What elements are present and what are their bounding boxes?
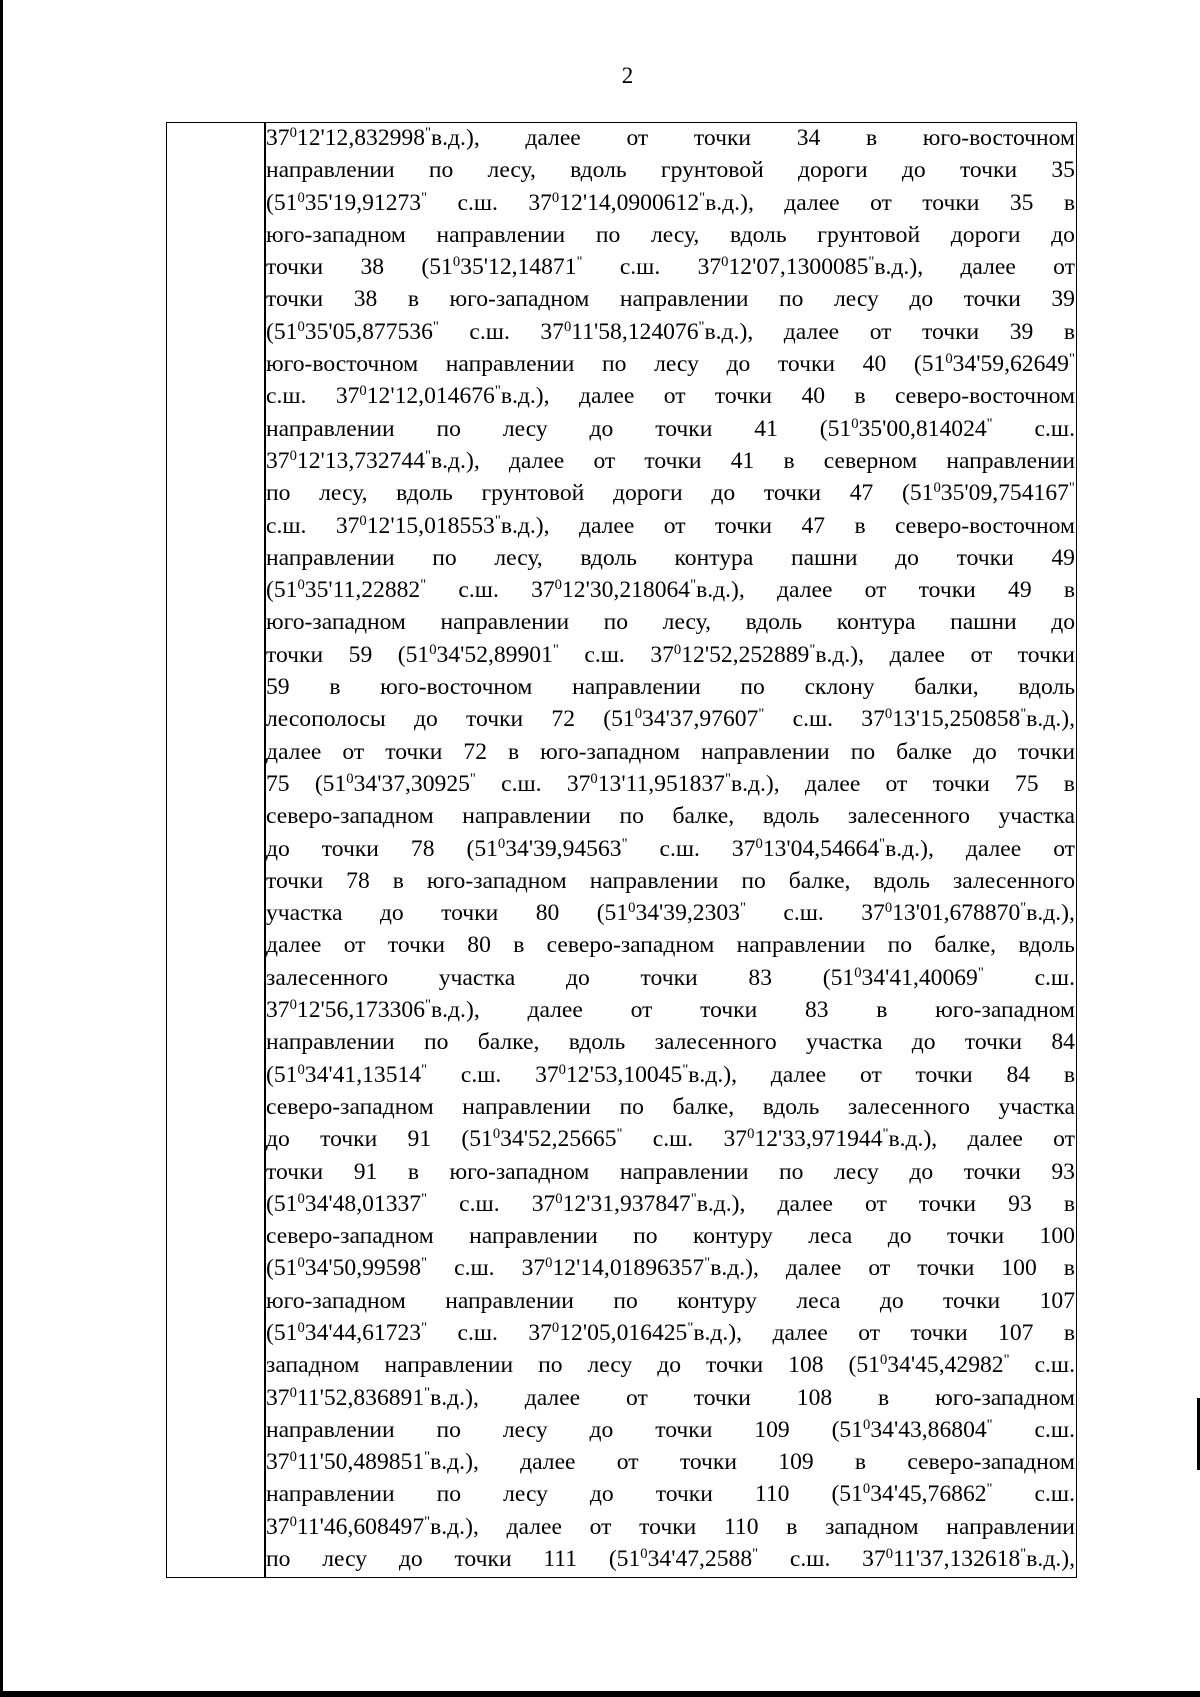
text-line: $37^012'12,832998^"в.д$.), далее от точки 34 в юго-восточном bbox=[266, 124, 1075, 151]
text-line: направлении по лесу до точки 109 ($51^034'43,86804^"$ с.ш. bbox=[266, 1416, 1075, 1443]
text-line: по лесу, вдоль грунтовой дороги до точки 47 ($51^035'09,754167^"$ bbox=[266, 480, 1075, 507]
text-line: $37^012'13,732744^"в.д$.), далее от точки 41 в северном направлении bbox=[266, 447, 1075, 474]
text-line: направлении по лесу до точки 110 ($51^034'45,76862^"$ с.ш. bbox=[266, 1481, 1075, 1508]
text-line: по лесу до точки 111 ($51^034'47,2588^"$ с.ш. $37^011'37,132618^"в.д$.), bbox=[266, 1546, 1075, 1573]
text-line: лесополосы до точки 72 ($51^034'37,97607^"$ с.ш. $37^013'15,250858^"в.д$.), bbox=[266, 706, 1075, 733]
text-line: направлении по лесу до точки 41 ($51^035'00,814024^"$ с.ш. bbox=[266, 415, 1075, 442]
text-line: направлении по балке, вдоль залесенного участка до точки 84 bbox=[266, 1029, 1075, 1056]
boundary-description-text bbox=[266, 122, 1075, 1575]
scan-border-left bbox=[0, 0, 3, 1697]
text-line: юго-западном направлении по контуру леса до точки 107 bbox=[266, 1287, 1075, 1314]
text-line: 75 ($51^034'37,30925^"$ с.ш. $37^013'11,951837^"в.д$.), далее от точки 75 в bbox=[266, 770, 1075, 797]
text-line: точки 38 в юго-западном направлении по лесу до точки 39 bbox=[266, 286, 1075, 313]
text-line: ($51^035'11,22882^"$ с.ш. $37^012'30,218064^"в.д$.), далее от точки 49 в bbox=[266, 577, 1075, 604]
text-line: юго-западном направлении по лесу, вдоль контура пашни до bbox=[266, 609, 1075, 636]
text-line: ($51^035'19,91273^"$ с.ш. $37^012'14,0900612^"в.д$.), далее от точки 35 в bbox=[266, 189, 1075, 216]
text-line: ($51^034'48,01337^"$ с.ш. $37^012'31,937847^"в.д$.), далее от точки 93 в bbox=[266, 1190, 1075, 1217]
text-line: $37^011'50,489851^"в.д$.), далее от точки 109 в северо-западном bbox=[266, 1449, 1075, 1476]
text-line: 59 в юго-восточном направлении по склону балки, вдоль bbox=[266, 674, 1075, 701]
text-line: $37^012'56,173306^"в.д$.), далее от точки 83 в юго-западном bbox=[266, 996, 1075, 1024]
text-line: ($51^034'41,13514^"$ с.ш. $37^012'53,10045^"в.д$.), далее от точки 84 в bbox=[266, 1061, 1075, 1088]
text-line: участка до точки 80 ($51^034'39,2303^"$ с.ш. $37^013'01,678870^"в.д$.), bbox=[266, 900, 1075, 927]
text-line: ($51^034'50,99598^"$ с.ш. $37^012'14,01896357^"в.д$.), далее от точки 100 в bbox=[266, 1255, 1075, 1282]
text-line: точки 59 ($51^034'52,89901^"$ с.ш. $37^012'52,252889^"в.д$.), далее от точки bbox=[266, 641, 1075, 668]
text-line: $37^011'52,836891^"в.д$.), далее от точки 108 в юго-западном bbox=[266, 1384, 1075, 1411]
text-line: юго-восточном направлении по лесу до точки 40 ($51^034'59,62649^"$ bbox=[266, 351, 1075, 378]
text-line: северо-западном направлении по контуру леса до точки 100 bbox=[266, 1223, 1075, 1250]
text-line: ($51^034'44,61723^"$ с.ш. $37^012'05,016425^"в.д$.), далее от точки 107 в bbox=[266, 1319, 1075, 1346]
text-line: точки 78 в юго-западном направлении по балке, вдоль залесенного bbox=[266, 867, 1075, 894]
text-line: направлении по лесу, вдоль контура пашни до точки 49 bbox=[266, 544, 1075, 571]
page-number: 2 bbox=[621, 63, 634, 88]
text-line: далее от точки 80 в северо-западном направлении по балке, вдоль bbox=[266, 932, 1075, 959]
text-line: далее от точки 72 в юго-западном направлении по балке до точки bbox=[266, 738, 1075, 765]
text-line: до точки 78 ($51^034'39,94563^"$ с.ш. $37^013'04,54664^"в.д$.), далее от bbox=[266, 835, 1075, 862]
text-line: с.ш. $37^012'12,014676^"в.д$.), далее от точки 40 в северо-восточном bbox=[266, 383, 1075, 410]
text-line: северо-западном направлении по балке, вдоль залесенного участка bbox=[266, 1093, 1075, 1120]
text-line: $37^011'46,608497^"в.д$.), далее от точки 110 в западном направлении bbox=[266, 1513, 1075, 1540]
text-line: с.ш. $37^012'15,018553^"в.д$.), далее от точки 47 в северо-восточном bbox=[266, 512, 1075, 539]
text-line: юго-западном направлении по лесу, вдоль грунтовой дороги до bbox=[266, 221, 1075, 248]
text-line: залесенного участка до точки 83 ($51^034'41,40069^"$ с.ш. bbox=[266, 964, 1075, 991]
text-line: до точки 91 ($51^034'52,25665^"$ с.ш. $37^012'33,971944^"в.д$.), далее от bbox=[266, 1126, 1075, 1153]
text-line: ($51^035'05,877536^"$ с.ш. $37^011'58,124076^"в.д$.), далее от точки 39 в bbox=[266, 318, 1075, 345]
text-line: северо-западном направлении по балке, вдоль залесенного участка bbox=[266, 803, 1075, 830]
text-line: точки 91 в юго-западном направлении по лесу до точки 93 bbox=[266, 1158, 1075, 1185]
text-line: точки 38 ($51^035'12,14871^"$ с.ш. $37^012'07,1300085^"в.д$.), далее от bbox=[266, 254, 1075, 281]
text-line: западном направлении по лесу до точки 108 ($51^034'45,42982^"$ с.ш. bbox=[266, 1352, 1075, 1379]
scan-border-bottom bbox=[0, 1691, 1200, 1697]
text-line: направлении по лесу, вдоль грунтовой дороги до точки 35 bbox=[266, 157, 1075, 184]
